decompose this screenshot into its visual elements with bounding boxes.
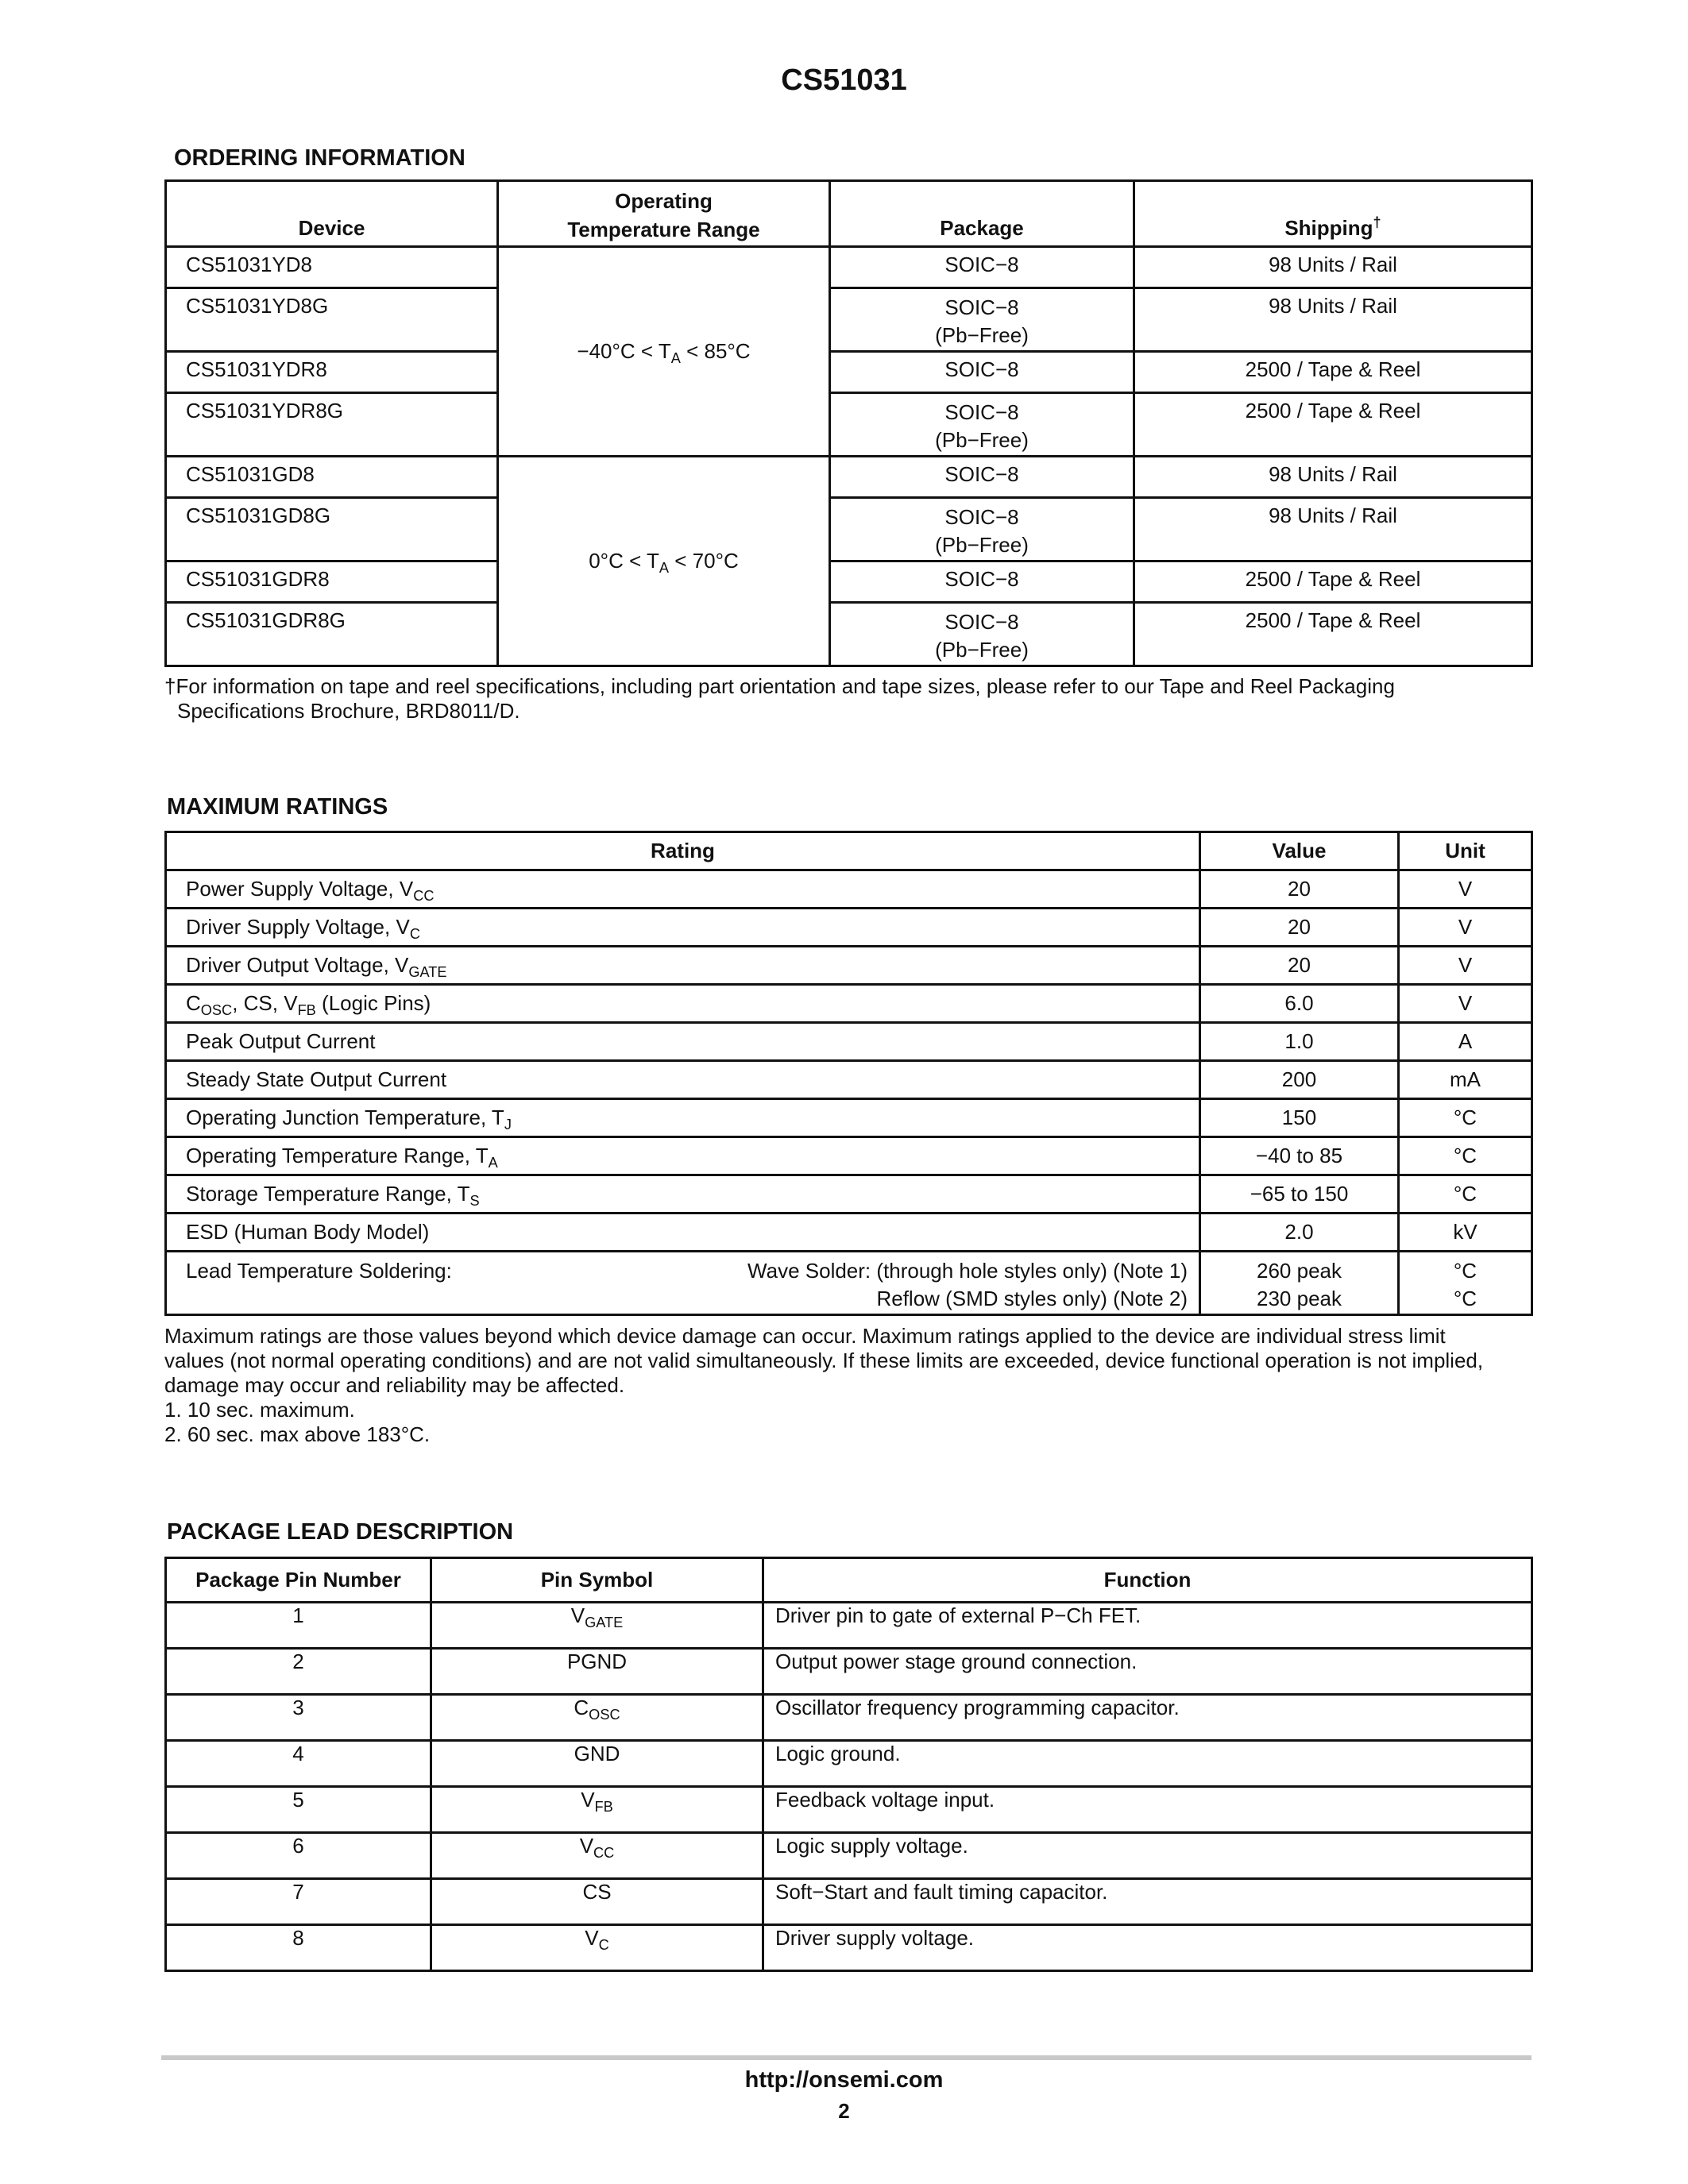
unit-cell: kV bbox=[1399, 1214, 1532, 1252]
rating-sub: GATE bbox=[408, 964, 447, 980]
pin-symbol-sub: GATE bbox=[585, 1615, 624, 1630]
unit-cell: °C bbox=[1399, 1099, 1532, 1137]
device-cell: CS51031GDR8G bbox=[166, 603, 498, 666]
pin-row bbox=[166, 1603, 1532, 1649]
ordering-row bbox=[166, 498, 1532, 561]
package-name: SOIC−8 bbox=[944, 357, 1019, 381]
rating-row bbox=[166, 1214, 1532, 1252]
lead-temp-unit2: °C bbox=[1453, 1287, 1477, 1310]
unit-cell: V bbox=[1399, 985, 1532, 1023]
pin-symbol-sub: C bbox=[598, 1937, 609, 1953]
rating-row bbox=[166, 947, 1532, 985]
header-shipping-label: Shipping bbox=[1284, 216, 1373, 240]
device-cell: CS51031GDR8 bbox=[166, 561, 498, 603]
package-note: (Pb−Free) bbox=[935, 638, 1029, 662]
temperature-range-cell bbox=[498, 457, 830, 666]
rating-sub: C bbox=[409, 926, 420, 942]
unit-cell: V bbox=[1399, 947, 1532, 985]
package-note: (Pb−Free) bbox=[935, 428, 1029, 452]
package-cell bbox=[830, 393, 1134, 457]
package-note: (Pb−Free) bbox=[935, 323, 1029, 347]
pin-number-cell: 2 bbox=[166, 1649, 431, 1695]
rating-cell bbox=[166, 909, 1200, 947]
pin-symbol-sub: CC bbox=[593, 1845, 615, 1861]
package-cell bbox=[830, 498, 1134, 561]
rating-text-end: (Logic Pins) bbox=[315, 991, 431, 1015]
rating-row bbox=[166, 1061, 1532, 1099]
package-name: SOIC−8 bbox=[944, 400, 1019, 424]
rating-row bbox=[166, 870, 1532, 909]
package-cell bbox=[830, 457, 1134, 498]
unit-cell: V bbox=[1399, 870, 1532, 909]
rating-text: Steady State Output Current bbox=[186, 1067, 447, 1091]
pin-function-cell: Logic ground. bbox=[763, 1741, 1532, 1787]
pin-symbol: V bbox=[579, 1834, 594, 1858]
temp-range-sub: A bbox=[670, 350, 681, 366]
rating-cell bbox=[166, 870, 1200, 909]
pin-symbol-cell bbox=[431, 1925, 763, 1971]
unit-cell: °C bbox=[1399, 1137, 1532, 1175]
max-ratings-note-line3: damage may occur and reliability may be affected. bbox=[164, 1373, 625, 1397]
shipping-cell: 98 Units / Rail bbox=[1134, 457, 1532, 498]
pin-number-cell: 7 bbox=[166, 1879, 431, 1925]
page-number: 2 bbox=[838, 2099, 850, 2123]
rating-row-lead-temperature bbox=[166, 1252, 1532, 1315]
lead-temp-wave: Wave Solder: (through hole styles only) (Note 1) bbox=[747, 1259, 1188, 1283]
rating-cell bbox=[166, 1099, 1200, 1137]
package-name: SOIC−8 bbox=[944, 610, 1019, 634]
pin-symbol-sub: FB bbox=[594, 1799, 613, 1815]
rating-row bbox=[166, 985, 1532, 1023]
package-cell bbox=[830, 603, 1134, 666]
pin-number-cell: 6 bbox=[166, 1833, 431, 1879]
rating-cell bbox=[166, 1061, 1200, 1099]
rating-cell bbox=[166, 985, 1200, 1023]
package-lead-section-title: PACKAGE LEAD DESCRIPTION bbox=[167, 1519, 514, 1545]
ordering-row bbox=[166, 603, 1532, 666]
pin-symbol-cell bbox=[431, 1649, 763, 1695]
pin-function-cell: Output power stage ground connection. bbox=[763, 1649, 1532, 1695]
rating-row bbox=[166, 1175, 1532, 1214]
dagger-mark: † bbox=[1373, 214, 1381, 230]
ordering-row bbox=[166, 457, 1532, 498]
document-title: CS51031 bbox=[781, 64, 907, 97]
header-rating: Rating bbox=[166, 832, 1200, 870]
pin-symbol: C bbox=[574, 1696, 589, 1719]
ordering-footnote-line1: †For information on tape and reel specifications, including part orientation and tape sizes, please refer to our Tape and Reel Packaging bbox=[164, 674, 1395, 698]
rating-sub: CC bbox=[413, 888, 435, 904]
unit-cell: A bbox=[1399, 1023, 1532, 1061]
device-cell: CS51031GD8G bbox=[166, 498, 498, 561]
package-cell bbox=[830, 561, 1134, 603]
ordering-row bbox=[166, 247, 1532, 288]
header-pin-symbol: Pin Symbol bbox=[431, 1558, 763, 1603]
header-temperature bbox=[498, 181, 830, 247]
value-cell: 20 bbox=[1200, 947, 1399, 985]
pin-row bbox=[166, 1879, 1532, 1925]
package-name: SOIC−8 bbox=[944, 567, 1019, 591]
pin-symbol-cell bbox=[431, 1695, 763, 1741]
lead-temp-value1: 260 peak bbox=[1257, 1259, 1342, 1283]
rating-text: Driver Supply Voltage, V bbox=[186, 915, 410, 939]
ordering-section-title: ORDERING INFORMATION bbox=[174, 145, 465, 171]
header-unit: Unit bbox=[1399, 832, 1532, 870]
rating-sub: A bbox=[488, 1155, 498, 1171]
pin-symbol: V bbox=[585, 1926, 599, 1950]
header-pin-number: Package Pin Number bbox=[166, 1558, 431, 1603]
rating-text: Power Supply Voltage, V bbox=[186, 877, 414, 901]
pin-symbol-cell bbox=[431, 1833, 763, 1879]
package-name: SOIC−8 bbox=[944, 462, 1019, 486]
package-lead-header-row bbox=[166, 1558, 1532, 1603]
pin-symbol: V bbox=[581, 1788, 595, 1812]
rating-row bbox=[166, 1099, 1532, 1137]
rating-sub: J bbox=[504, 1117, 512, 1133]
rating-text: Peak Output Current bbox=[186, 1029, 376, 1053]
rating-text: Driver Output Voltage, V bbox=[186, 953, 409, 977]
ordering-row bbox=[166, 352, 1532, 393]
device-cell: CS51031YDR8 bbox=[166, 352, 498, 393]
pin-function-cell: Driver pin to gate of external P−Ch FET. bbox=[763, 1603, 1532, 1649]
temp-range-text: −40°C < T bbox=[577, 339, 671, 363]
pin-function-cell: Driver supply voltage. bbox=[763, 1925, 1532, 1971]
shipping-cell: 2500 / Tape & Reel bbox=[1134, 603, 1532, 666]
max-ratings-note-line2: values (not normal operating conditions) and are not valid simultaneously. If these limits are exceeded, device functional operation is not implied, bbox=[164, 1349, 1484, 1372]
package-cell bbox=[830, 247, 1134, 288]
note-1: 1. 10 sec. maximum. bbox=[164, 1398, 355, 1422]
rating-cell bbox=[166, 1137, 1200, 1175]
rating-sub: S bbox=[469, 1193, 480, 1209]
value-cell: 20 bbox=[1200, 909, 1399, 947]
pin-symbol-cell bbox=[431, 1603, 763, 1649]
package-cell bbox=[830, 288, 1134, 352]
note-2: 2. 60 sec. max above 183°C. bbox=[164, 1422, 431, 1446]
shipping-cell: 98 Units / Rail bbox=[1134, 288, 1532, 352]
temperature-range-cell bbox=[498, 247, 830, 457]
rating-row bbox=[166, 1023, 1532, 1061]
rating-text: Operating Temperature Range, T bbox=[186, 1144, 489, 1167]
value-cell: 20 bbox=[1200, 870, 1399, 909]
ordering-row bbox=[166, 561, 1532, 603]
device-cell: CS51031GD8 bbox=[166, 457, 498, 498]
pin-symbol-sub: OSC bbox=[589, 1707, 620, 1723]
pin-number-cell: 8 bbox=[166, 1925, 431, 1971]
pin-symbol: V bbox=[570, 1603, 585, 1627]
device-cell: CS51031YD8 bbox=[166, 247, 498, 288]
pin-symbol-cell bbox=[431, 1741, 763, 1787]
device-cell: CS51031YD8G bbox=[166, 288, 498, 352]
package-lead-table bbox=[164, 1557, 1533, 1972]
value-cell: 6.0 bbox=[1200, 985, 1399, 1023]
temp-range-text-end: < 85°C bbox=[680, 339, 751, 363]
package-name: SOIC−8 bbox=[944, 505, 1019, 529]
rating-text: ESD (Human Body Model) bbox=[186, 1220, 430, 1244]
max-ratings-section-title: MAXIMUM RATINGS bbox=[167, 794, 388, 820]
package-cell bbox=[830, 352, 1134, 393]
rating-sub: OSC bbox=[200, 1002, 233, 1018]
pin-number-cell: 4 bbox=[166, 1741, 431, 1787]
value-cell: −40 to 85 bbox=[1200, 1137, 1399, 1175]
pin-row bbox=[166, 1649, 1532, 1695]
value-cell bbox=[1200, 1252, 1399, 1315]
pin-number-cell: 3 bbox=[166, 1695, 431, 1741]
header-temperature-line1: Operating bbox=[615, 189, 713, 213]
temp-range-text: 0°C < T bbox=[589, 549, 659, 573]
package-note: (Pb−Free) bbox=[935, 533, 1029, 557]
ordering-row bbox=[166, 288, 1532, 352]
max-ratings-note-line1: Maximum ratings are those values beyond which device damage can occur. Maximum ratings applied to the device are individual stress limit bbox=[164, 1324, 1446, 1348]
max-ratings-note bbox=[164, 1324, 1531, 1447]
rating-cell bbox=[166, 1023, 1200, 1061]
unit-cell: mA bbox=[1399, 1061, 1532, 1099]
ordering-footnote-line2: Specifications Brochure, BRD8011/D. bbox=[177, 699, 520, 723]
rating-cell bbox=[166, 1252, 1200, 1315]
max-ratings-header-row bbox=[166, 832, 1532, 870]
device-cell: CS51031YDR8G bbox=[166, 393, 498, 457]
pin-function-cell: Feedback voltage input. bbox=[763, 1787, 1532, 1833]
rating-cell bbox=[166, 947, 1200, 985]
rating-text: Storage Temperature Range, T bbox=[186, 1182, 470, 1206]
rating-cell bbox=[166, 1175, 1200, 1214]
header-device: Device bbox=[166, 181, 498, 247]
pin-row bbox=[166, 1695, 1532, 1741]
pin-row bbox=[166, 1741, 1532, 1787]
unit-cell bbox=[1399, 1252, 1532, 1315]
pin-symbol: CS bbox=[582, 1880, 612, 1904]
value-cell: 150 bbox=[1200, 1099, 1399, 1137]
lead-temp-label: Lead Temperature Soldering: bbox=[186, 1259, 452, 1283]
rating-row bbox=[166, 1137, 1532, 1175]
value-cell: 2.0 bbox=[1200, 1214, 1399, 1252]
header-shipping bbox=[1134, 181, 1532, 247]
footer-divider bbox=[161, 2055, 1532, 2060]
temp-range-sub: A bbox=[659, 560, 670, 576]
package-name: SOIC−8 bbox=[944, 253, 1019, 276]
value-cell: −65 to 150 bbox=[1200, 1175, 1399, 1214]
pin-row bbox=[166, 1925, 1532, 1971]
temp-range-text-end: < 70°C bbox=[669, 549, 739, 573]
header-function: Function bbox=[763, 1558, 1532, 1603]
value-cell: 200 bbox=[1200, 1061, 1399, 1099]
unit-cell: °C bbox=[1399, 1175, 1532, 1214]
max-ratings-table bbox=[164, 831, 1533, 1316]
lead-temp-reflow: Reflow (SMD styles only) (Note 2) bbox=[876, 1287, 1188, 1310]
rating-sub: FB bbox=[297, 1002, 316, 1018]
shipping-cell: 98 Units / Rail bbox=[1134, 498, 1532, 561]
pin-number-cell: 1 bbox=[166, 1603, 431, 1649]
footer-url-link[interactable]: http://onsemi.com bbox=[744, 2067, 944, 2093]
header-temperature-line2: Temperature Range bbox=[567, 218, 760, 241]
lead-temp-value2: 230 peak bbox=[1257, 1287, 1342, 1310]
value-cell: 1.0 bbox=[1200, 1023, 1399, 1061]
rating-cell bbox=[166, 1214, 1200, 1252]
pin-function-cell: Oscillator frequency programming capacitor. bbox=[763, 1695, 1532, 1741]
pin-row bbox=[166, 1787, 1532, 1833]
rating-text: Operating Junction Temperature, T bbox=[186, 1106, 504, 1129]
shipping-cell: 2500 / Tape & Reel bbox=[1134, 393, 1532, 457]
unit-cell: V bbox=[1399, 909, 1532, 947]
header-package: Package bbox=[830, 181, 1134, 247]
pin-symbol-cell bbox=[431, 1879, 763, 1925]
rating-text: C bbox=[186, 991, 201, 1015]
pin-function-cell: Logic supply voltage. bbox=[763, 1833, 1532, 1879]
shipping-cell: 98 Units / Rail bbox=[1134, 247, 1532, 288]
lead-temp-unit1: °C bbox=[1453, 1259, 1477, 1283]
rating-row bbox=[166, 909, 1532, 947]
ordering-header-row bbox=[166, 181, 1532, 247]
pin-function-cell: Soft−Start and fault timing capacitor. bbox=[763, 1879, 1532, 1925]
shipping-cell: 2500 / Tape & Reel bbox=[1134, 561, 1532, 603]
pin-number-cell: 5 bbox=[166, 1787, 431, 1833]
package-name: SOIC−8 bbox=[944, 295, 1019, 319]
rating-text-mid: , CS, V bbox=[232, 991, 298, 1015]
pin-symbol-cell bbox=[431, 1787, 763, 1833]
pin-symbol: PGND bbox=[566, 1650, 628, 1673]
shipping-cell: 2500 / Tape & Reel bbox=[1134, 352, 1532, 393]
ordering-footnote bbox=[164, 674, 1531, 723]
pin-row bbox=[166, 1833, 1532, 1879]
ordering-table bbox=[164, 179, 1533, 667]
pin-symbol: GND bbox=[574, 1742, 620, 1765]
header-value: Value bbox=[1200, 832, 1399, 870]
ordering-row bbox=[166, 393, 1532, 457]
